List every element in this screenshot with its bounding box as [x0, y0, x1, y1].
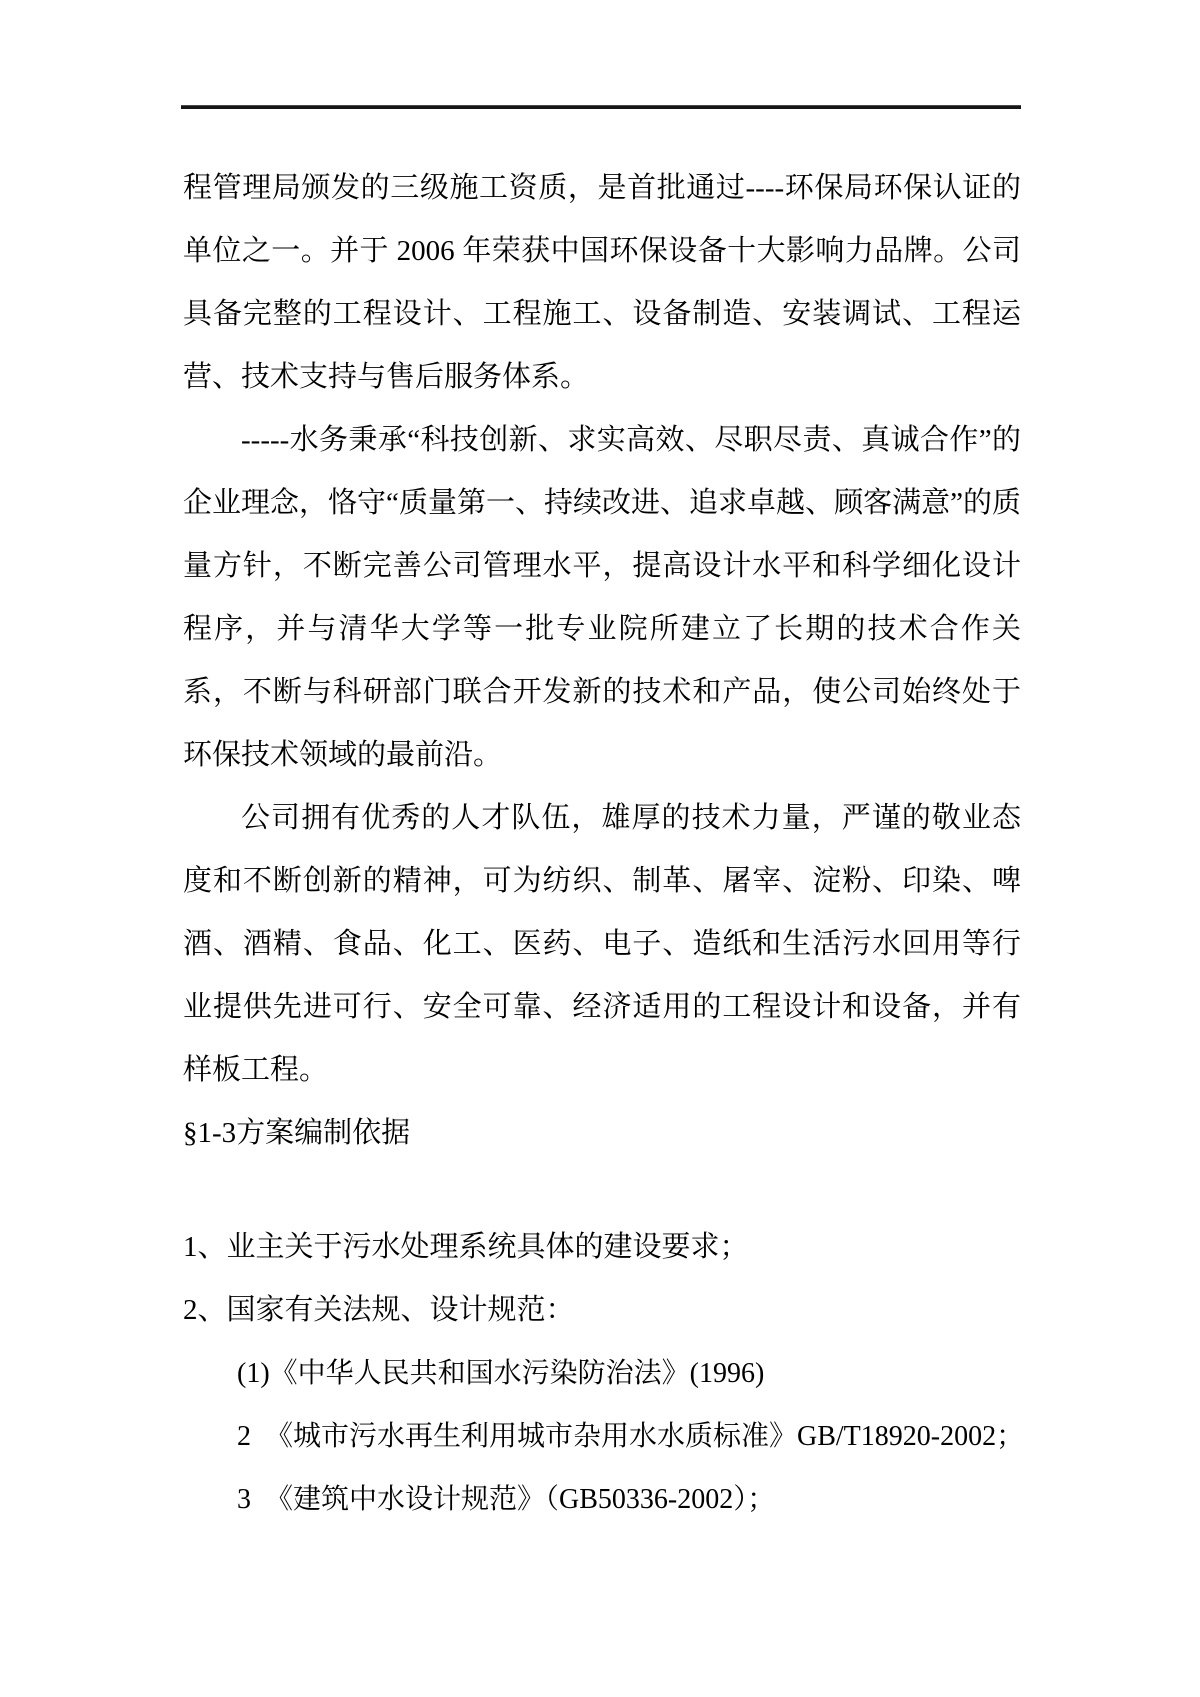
section-heading: §1-3方案编制依据	[183, 1117, 411, 1149]
paragraph-company-qualification: 程管理局颁发的三级施工资质，是首批通过----环保局环保认证的单位之一。并于 2006 年荣获中国环保设备十大影响力品牌。公司具备完整的工程设计、工程施工、设备制造、安装调试、工程运营、技术支持与售后服务体系。	[183, 172, 1021, 393]
list-item-2: 2、国家有关法规、设计规范：	[183, 1294, 575, 1326]
sub-list-item-3: 3 《建筑中水设计规范》（GB50336-2002）；	[237, 1484, 776, 1515]
header-rule-divider	[181, 105, 1021, 109]
paragraph-company-capability: 公司拥有优秀的人才队伍，雄厚的技术力量，严谨的敬业态度和不断创新的精神，可为纺织、制革、屠宰、淀粉、印染、啤酒、酒精、食品、化工、医药、电子、造纸和生活污水回用等行业提供先进可行、安全可靠、经济适用的工程设计和设备，并有样板工程。	[183, 802, 1021, 1086]
paragraph-company-philosophy: -----水务秉承“科技创新、求实高效、尽职尽责、真诚合作”的企业理念，恪守“质量第一、持续改进、追求卓越、顾客满意”的质量方针，不断完善公司管理水平，提高设计水平和科学细化设计程序，并与清华大学等一批专业院所建立了长期的技术合作关系，不断与科研部门联合开发新的技术和产品，使公司始终处于环保技术领域的最前沿。	[183, 424, 1021, 771]
sub-list-item-2: 2 《城市污水再生利用城市杂用水水质标准》GB/T18920-2002；	[237, 1421, 1025, 1452]
sub-list-item-1: (1)《中华人民共和国水污染防治法》(1996)	[237, 1358, 765, 1389]
document-body	[183, 157, 1025, 1531]
list-item-1: 1、业主关于污水处理系统具体的建设要求；	[183, 1231, 749, 1263]
